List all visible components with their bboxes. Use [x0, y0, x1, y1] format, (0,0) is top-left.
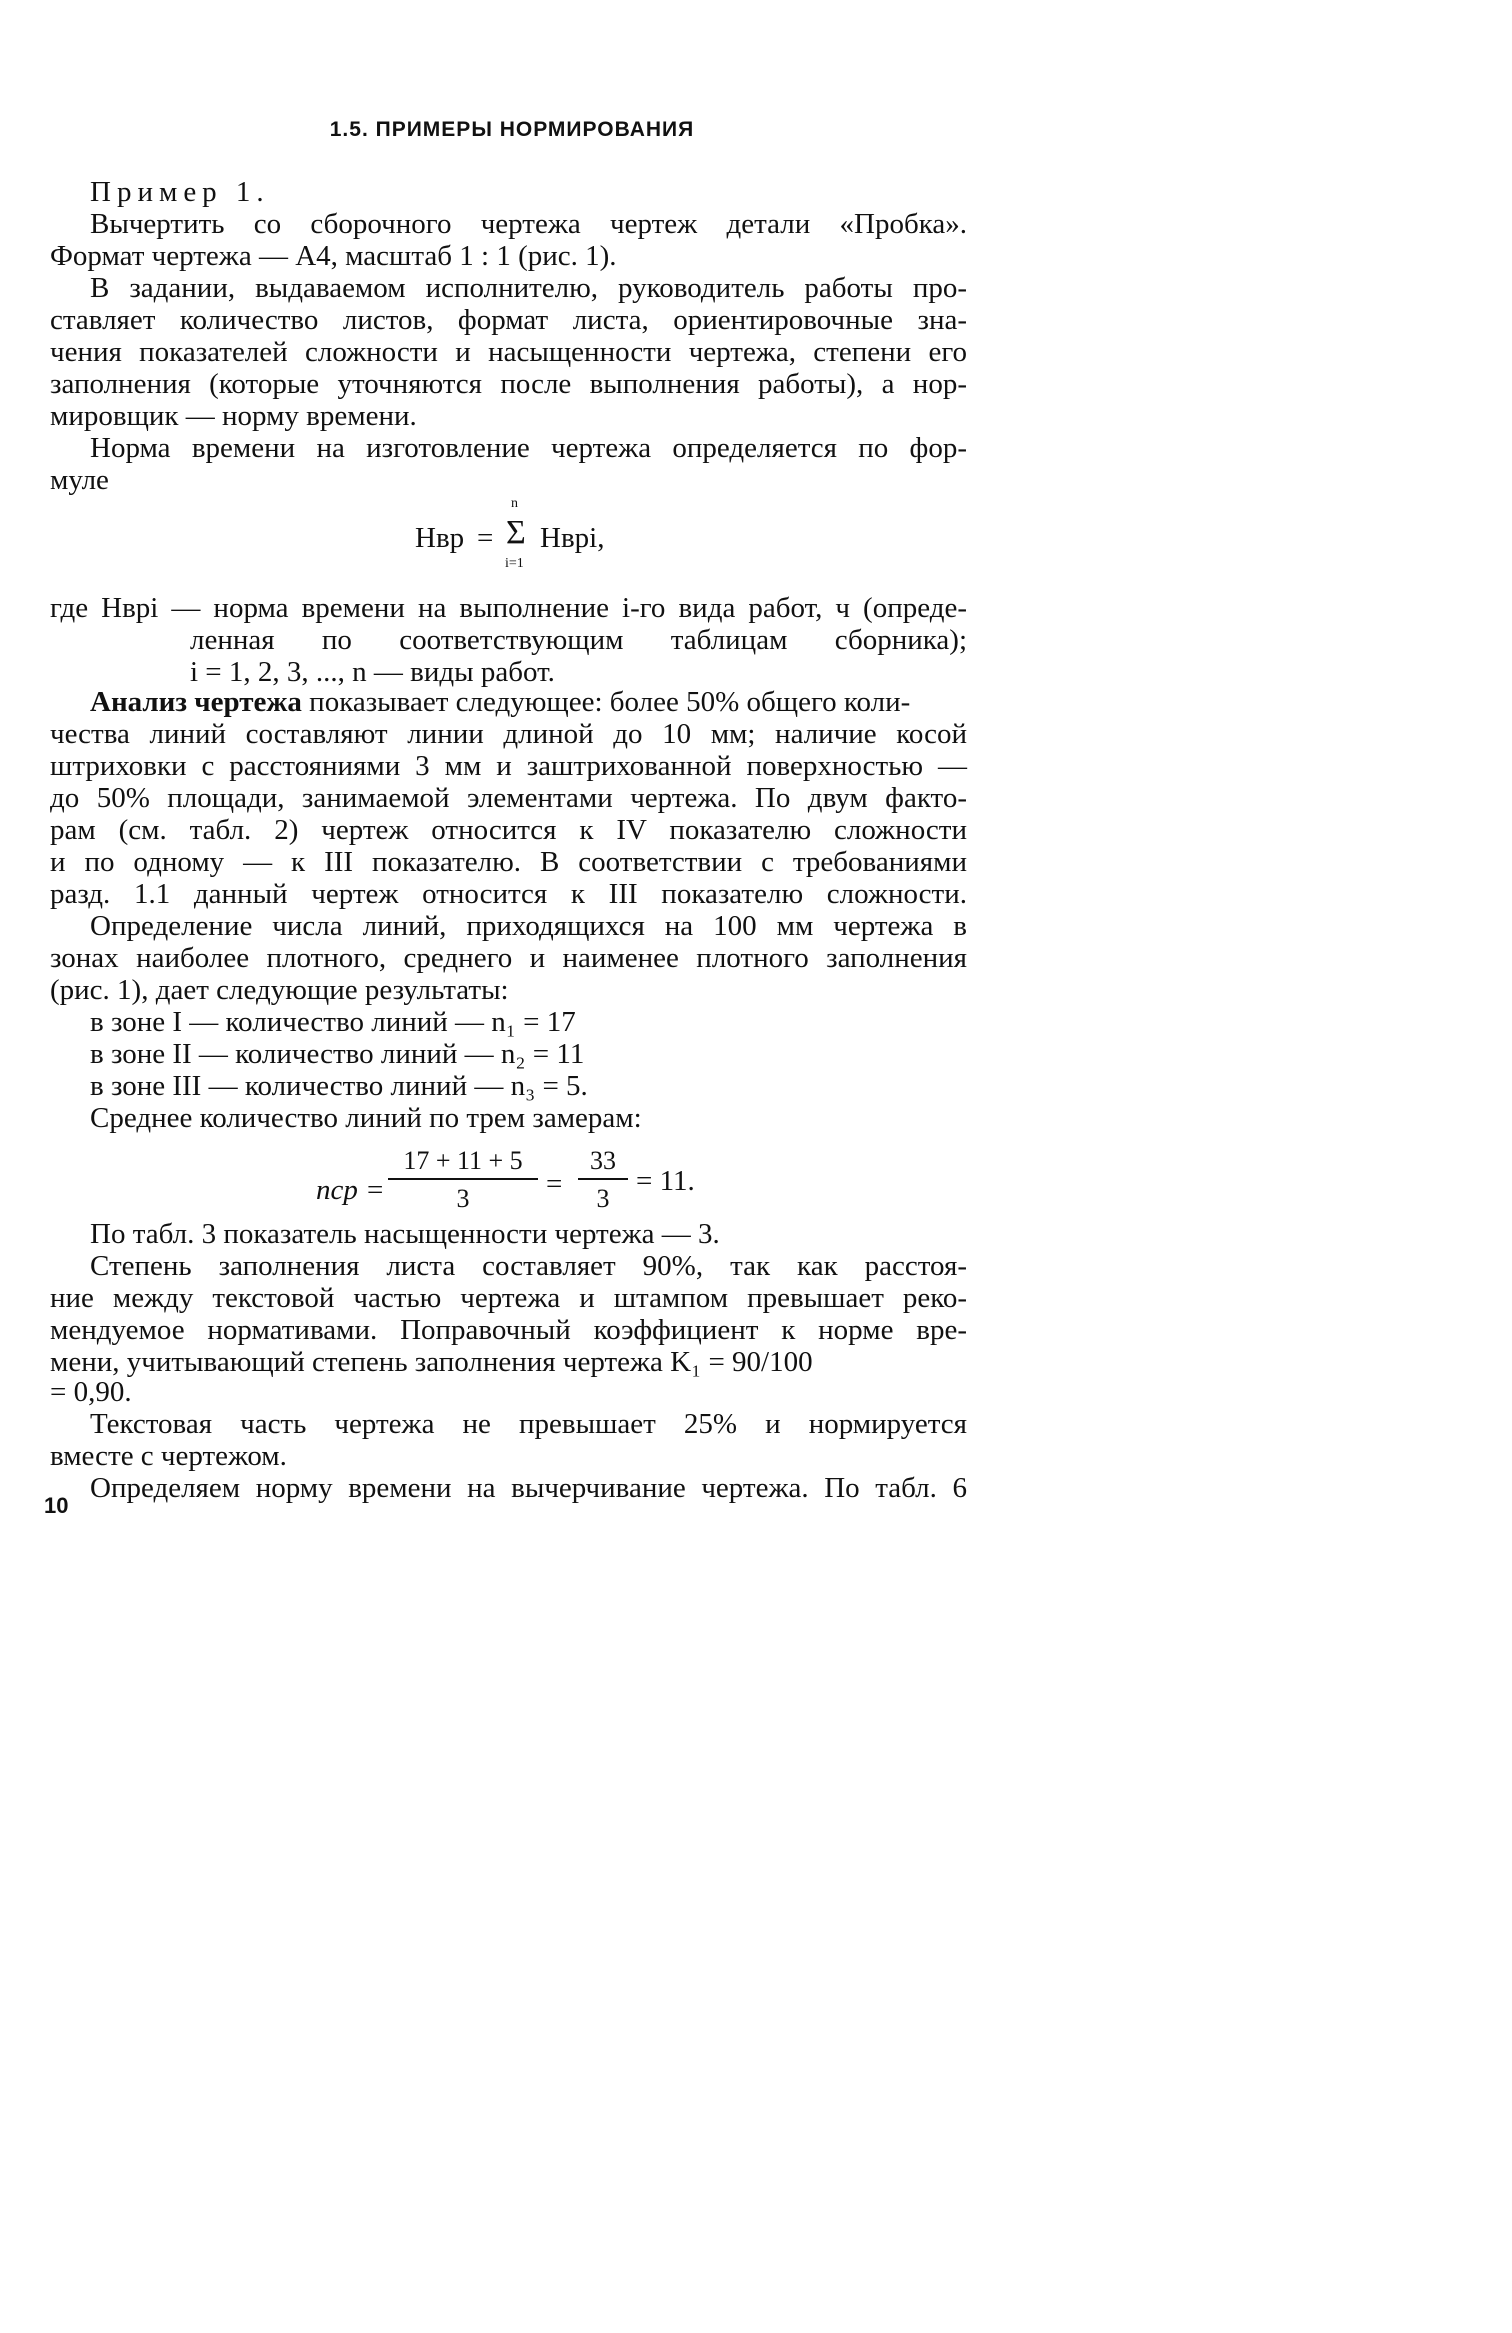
formula-rhs: Hврi, — [540, 522, 605, 554]
text-line: В задании, выдаваемом исполнителю, руководитель работы про- — [90, 272, 967, 304]
sum-lower-limit: i=1 — [505, 556, 524, 571]
text-line: чества линий составляют линии длиной до 10 мм; наличие косой — [50, 718, 967, 750]
text-line — [90, 686, 910, 718]
fraction-denominator: 3 — [596, 1184, 610, 1213]
text-line: мени, учитывающий степень заполнения чертежа K₁ = 90/100 — [50, 1346, 813, 1378]
text-line: i = 1, 2, 3, ..., n — виды работ. — [190, 656, 555, 688]
fraction-bar — [388, 1178, 538, 1180]
text-line: (рис. 1), дает следующие результаты: — [50, 974, 509, 1006]
fraction-bar — [578, 1178, 628, 1180]
text-line: = 0,90. — [50, 1376, 132, 1408]
example-title: Пример 1. — [90, 176, 270, 208]
text-line: Определяем норму времени на вычерчивание чертежа. По табл. 6 — [90, 1472, 967, 1504]
text-line: вместе с чертежом. — [50, 1440, 287, 1472]
text-line: По табл. 3 показатель насыщенности чертежа — 3. — [90, 1218, 720, 1250]
text-line: Текстовая часть чертежа не превышает 25% и нормируется — [90, 1408, 967, 1440]
text-line: Формат чертежа — А4, масштаб 1 : 1 (рис. 1). — [50, 240, 617, 272]
fraction-numerator: 17 + 11 + 5 — [403, 1146, 523, 1175]
formula-equals: = — [477, 522, 494, 554]
text-line: Определение числа линий, приходящихся на 100 мм чертежа в — [90, 910, 967, 942]
text-line: Степень заполнения листа составляет 90%, так как расстоя- — [90, 1250, 967, 1282]
section-heading: 1.5. ПРИМЕРЫ НОРМИРОВАНИЯ — [329, 118, 695, 141]
text-line: заполнения (которые уточняются после выполнения работы), а нор- — [50, 368, 967, 400]
sum-sign: Σ — [506, 514, 526, 551]
text-line: в зоне II — количество линий — n₂ = 11 — [90, 1038, 585, 1070]
text-line: разд. 1.1 данный чертеж относится к III показателю сложности. — [50, 878, 967, 910]
text-line: рам (см. табл. 2) чертеж относится к IV показателю сложности — [50, 814, 967, 846]
text-line: где Hврi — норма времени на выполнение i-го вида работ, ч (опреде- — [50, 592, 967, 624]
text-line: в зоне I — количество линий — n₁ = 17 — [90, 1006, 576, 1038]
text-line: мендуемое нормативами. Поправочный коэффициент к норме вре- — [50, 1314, 967, 1346]
text-line: муле — [50, 464, 109, 496]
text-line: Среднее количество линий по трем замерам: — [90, 1102, 642, 1134]
text-line: мировщик — норму времени. — [50, 400, 417, 432]
page-number: 10 — [44, 1493, 69, 1518]
text-line: ленная по соответствующим таблицам сборника); — [190, 624, 967, 656]
text-line: зонах наиболее плотного, среднего и наименее плотного заполнения — [50, 942, 967, 974]
sum-upper-limit: n — [511, 496, 518, 511]
fraction-numerator: 33 — [590, 1146, 616, 1175]
formula-lhs: Hвр — [415, 522, 465, 554]
analysis-text: показывает следующее: более 50% общего коли- — [301, 686, 911, 718]
formula-lhs: nср = — [316, 1174, 385, 1206]
text-line: штриховки с расстояниями 3 мм и заштрихованной поверхностью — — [50, 750, 967, 782]
text-line: чения показателей сложности и насыщенности чертежа, степени его — [50, 336, 967, 368]
text-line: до 50% площади, занимаемой элементами чертежа. По двум факто- — [50, 782, 967, 814]
text-line: Норма времени на изготовление чертежа определяется по фор- — [90, 432, 967, 464]
analysis-term: Анализ чертежа — [90, 686, 302, 718]
text-line: Вычертить со сборочного чертежа чертеж детали «Пробка». — [90, 208, 967, 240]
document-page — [0, 0, 1024, 1580]
text-line: ние между текстовой частью чертежа и штампом превышает реко- — [50, 1282, 967, 1314]
formula-result: = 11. — [636, 1165, 695, 1197]
text-line: и по одному — к III показателю. В соответствии с требованиями — [50, 846, 967, 878]
text-line: ставляет количество листов, формат листа, ориентировочные зна- — [50, 304, 967, 336]
formula-equals: = — [546, 1168, 563, 1200]
fraction-denominator: 3 — [456, 1184, 470, 1213]
text-line: в зоне III — количество линий — n₃ = 5. — [90, 1070, 588, 1102]
